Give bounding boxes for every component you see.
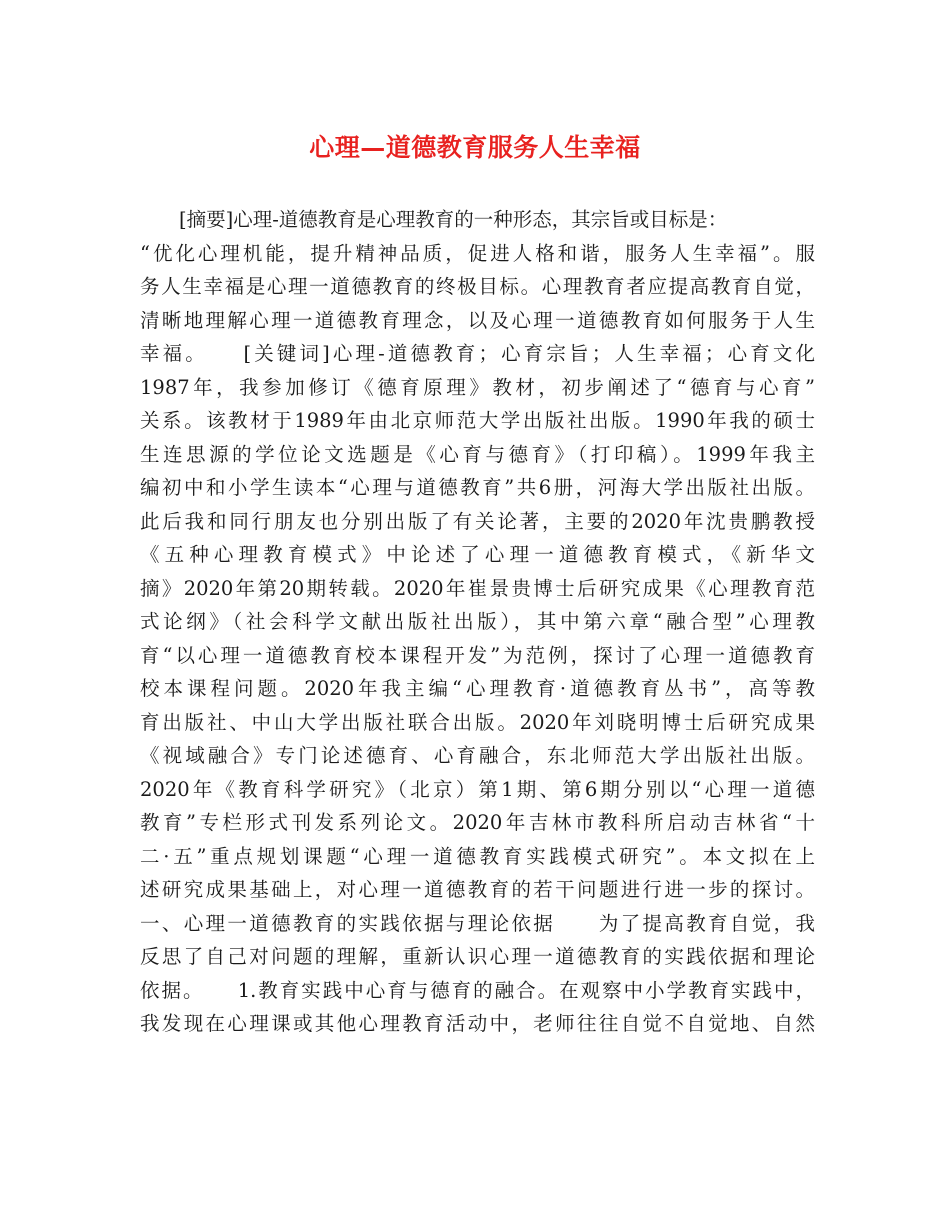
text-line: 述研究成果基础上，对心理一道德教育的若干问题进行进一步的探讨。: [140, 878, 815, 901]
text-line: 反思了自己对问题的理解，重新认识心理一道德教育的实践依据和理论: [140, 945, 815, 968]
text-line: 务人生幸福是心理一道德教育的终极目标。心理教育者应提高教育自觉，: [140, 275, 815, 298]
text-line: 我发现在心理课或其他心理教育活动中，老师往往自觉不自觉地、自然: [140, 1012, 815, 1035]
text-line: 育出版社、中山大学出版社联合出版。2020年刘晓明博士后研究成果: [140, 710, 815, 734]
text-line: 教育”专栏形式刊发系列论文。2020年吉林市教科所启动吉林省“十: [140, 811, 815, 834]
text-line: [摘要]心理-道德教育是心理教育的一种形态，其宗旨或目标是：: [179, 208, 728, 231]
text-line: 2020年《教育科学研究》（北京）第1期、第6期分别以“心理一道德: [140, 777, 815, 801]
text-line: 1987年，我参加修订《德育原理》教材，初步阐述了“德育与心育”: [140, 375, 815, 399]
text-line: 依据。 1.教育实践中心育与德育的融合。在观察中小学教育实践中，: [140, 978, 815, 1002]
text-line: 《五种心理教育模式》中论述了心理一道德教育模式，《新华文: [140, 543, 815, 566]
text-line: 校本课程问题。2020年我主编“心理教育·道德教育丛书”，高等教: [140, 677, 815, 700]
text-line: 关系。该教材于1989年由北京师范大学出版社出版。1990年我的硕士: [140, 409, 815, 432]
text-line: 摘》2020年第20期转载。2020年崔景贵博士后研究成果《心理教育范: [140, 576, 815, 600]
document-body: [140, 203, 815, 1041]
text-line: “优化心理机能，提升精神品质，促进人格和谐，服务人生幸福”。服: [140, 241, 815, 265]
text-line: 此后我和同行朋友也分别出版了有关论著，主要的2020年沈贵鹏教授: [140, 509, 815, 533]
text-line: 生连思源的学位论文选题是《心育与德育》（打印稿）。1999年我主: [140, 442, 815, 466]
text-line: 清晰地理解心理一道德教育理念，以及心理一道德教育如何服务于人生: [140, 308, 815, 332]
text-line: 育“以心理一道德教育校本课程开发”为范例，探讨了心理一道德教育: [140, 643, 815, 667]
text-line: 二·五”重点规划课题“心理一道德教育实践模式研究”。本文拟在上: [140, 844, 815, 868]
section-heading-line: 一、心理一道德教育的实践依据与理论依据 为了提高教育自觉，我: [140, 911, 815, 935]
text-line: 编初中和小学生读本“心理与道德教育”共6册，河海大学出版社出版。: [140, 476, 815, 499]
text-line: 《视域融合》专门论述德育、心育融合，东北师范大学出版社出版。: [140, 744, 815, 767]
document-title: 心理—道德教育服务人生幸福: [309, 133, 641, 162]
text-line: 幸福。 [关键词]心理-道德教育；心育宗旨；人生幸福；心育文化: [140, 342, 815, 365]
text-line: 式论纲》（社会科学文献出版社出版），其中第六章“融合型”心理教: [140, 610, 815, 633]
